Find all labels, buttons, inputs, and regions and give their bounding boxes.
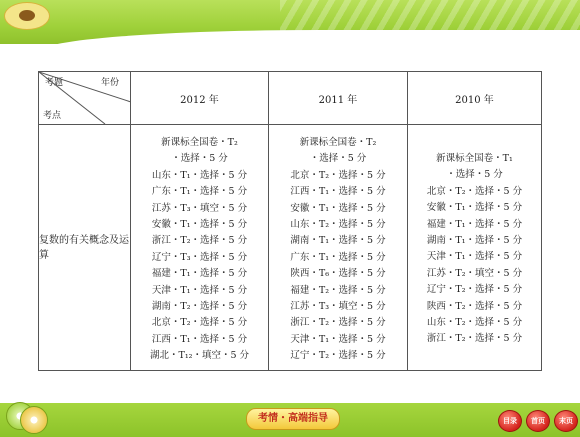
diagonal-header-cell: [39, 72, 131, 125]
entry-line: 湖北・T₁₂・填空・5 分: [149, 350, 250, 362]
banner-curve: [40, 30, 580, 73]
entry-line: 湖南・T₁・选择・5 分: [290, 235, 386, 247]
entry-line: 浙江・T₂・选择・5 分: [151, 235, 248, 247]
entry-line: 新课标全国卷・T₁: [436, 153, 513, 164]
end-button[interactable]: 末页: [554, 410, 578, 432]
toc-button[interactable]: 目录: [498, 410, 522, 432]
entry-line: 安徽・T₁・选择・5 分: [426, 202, 523, 214]
entry-line: 北京・T₂・选择・5 分: [290, 169, 386, 181]
entry-line: 新课标全国卷・T₂: [161, 137, 238, 148]
entry-line: 湖南・T₂・选择・5 分: [151, 300, 248, 312]
corner-label-point: 考点: [43, 111, 62, 121]
entry-line: 安徽・T₁・选择・5 分: [290, 202, 386, 214]
entry-line: 福建・T₂・选择・5 分: [290, 284, 386, 296]
entry-line: 天津・T₁・选择・5 分: [426, 251, 523, 263]
header-row: [39, 72, 542, 125]
year-2010-header: 2010 年: [408, 72, 542, 125]
entry-line: 浙江・T₂・选择・5 分: [290, 317, 386, 329]
entry-line: 山东・T₂・选择・5 分: [290, 218, 386, 230]
entry-line: 江苏・T₃・填空・5 分: [290, 300, 386, 312]
entry-line: 山东・T₂・选择・5 分: [426, 316, 523, 328]
entry-line: 陕西・T₂・选择・5 分: [426, 300, 523, 312]
entry-line: ・选择・5 分: [171, 153, 228, 165]
entry-line: 福建・T₁・选择・5 分: [426, 218, 523, 230]
entry-line: ・选择・5 分: [446, 169, 503, 181]
topic-row: [39, 125, 542, 371]
entry-line: 安徽・T₁・选择・5 分: [151, 218, 248, 230]
home-button[interactable]: 首页: [526, 410, 550, 432]
entry-line: 江苏・T₂・填空・5 分: [426, 267, 523, 279]
entry-line: 北京・T₂・选择・5 分: [426, 185, 523, 197]
entry-line: 广东・T₁・选择・5 分: [290, 251, 386, 263]
entry-line: 陕西・T₆・选择・5 分: [290, 268, 386, 280]
entry-line: 辽宁・T₃・选择・5 分: [151, 251, 248, 263]
entry-line: 辽宁・T₂・选择・5 分: [426, 284, 523, 296]
entry-line: 浙江・T₂・选择・5 分: [426, 333, 523, 345]
entry-line: 天津・T₁・选择・5 分: [290, 333, 386, 345]
entry-line: 江西・T₁・选择・5 分: [151, 333, 248, 345]
corner-label-topic: 考题: [45, 78, 64, 88]
entry-line: 湖南・T₁・选择・5 分: [426, 234, 523, 246]
topic-cell: 复数的有关概念及运算: [39, 125, 131, 371]
logo-eye-icon: [19, 10, 35, 21]
entry-line: 山东・T₁・选择・5 分: [151, 169, 248, 181]
year-2011-header: 2011 年: [269, 72, 408, 125]
entry-line: ・选择・5 分: [309, 153, 367, 165]
entry-line: 福建・T₁・选择・5 分: [151, 268, 248, 280]
cell-2012: [131, 125, 269, 371]
entry-line: 新课标全国卷・T₂: [299, 137, 377, 148]
exam-analysis-table: [38, 71, 542, 371]
section-title-button[interactable]: 考情・高端指导: [246, 408, 340, 430]
entry-line: 广东・T₁・选择・5 分: [151, 186, 248, 198]
corner-label-year: 年份: [101, 78, 120, 88]
cell-2011: [269, 125, 408, 371]
cell-2010: [408, 125, 542, 371]
entry-line: 江苏・T₃・填空・5 分: [151, 202, 248, 214]
entry-line: 辽宁・T₂・选择・5 分: [290, 350, 386, 362]
entry-line: 江西・T₁・选择・5 分: [290, 186, 386, 198]
year-2012-header: 2012 年: [131, 72, 269, 125]
cd-discs-icon: [6, 398, 56, 434]
entry-line: 北京・T₂・选择・5 分: [151, 317, 248, 329]
entry-line: 天津・T₁・选择・5 分: [151, 284, 248, 296]
publisher-logo: [4, 2, 50, 30]
